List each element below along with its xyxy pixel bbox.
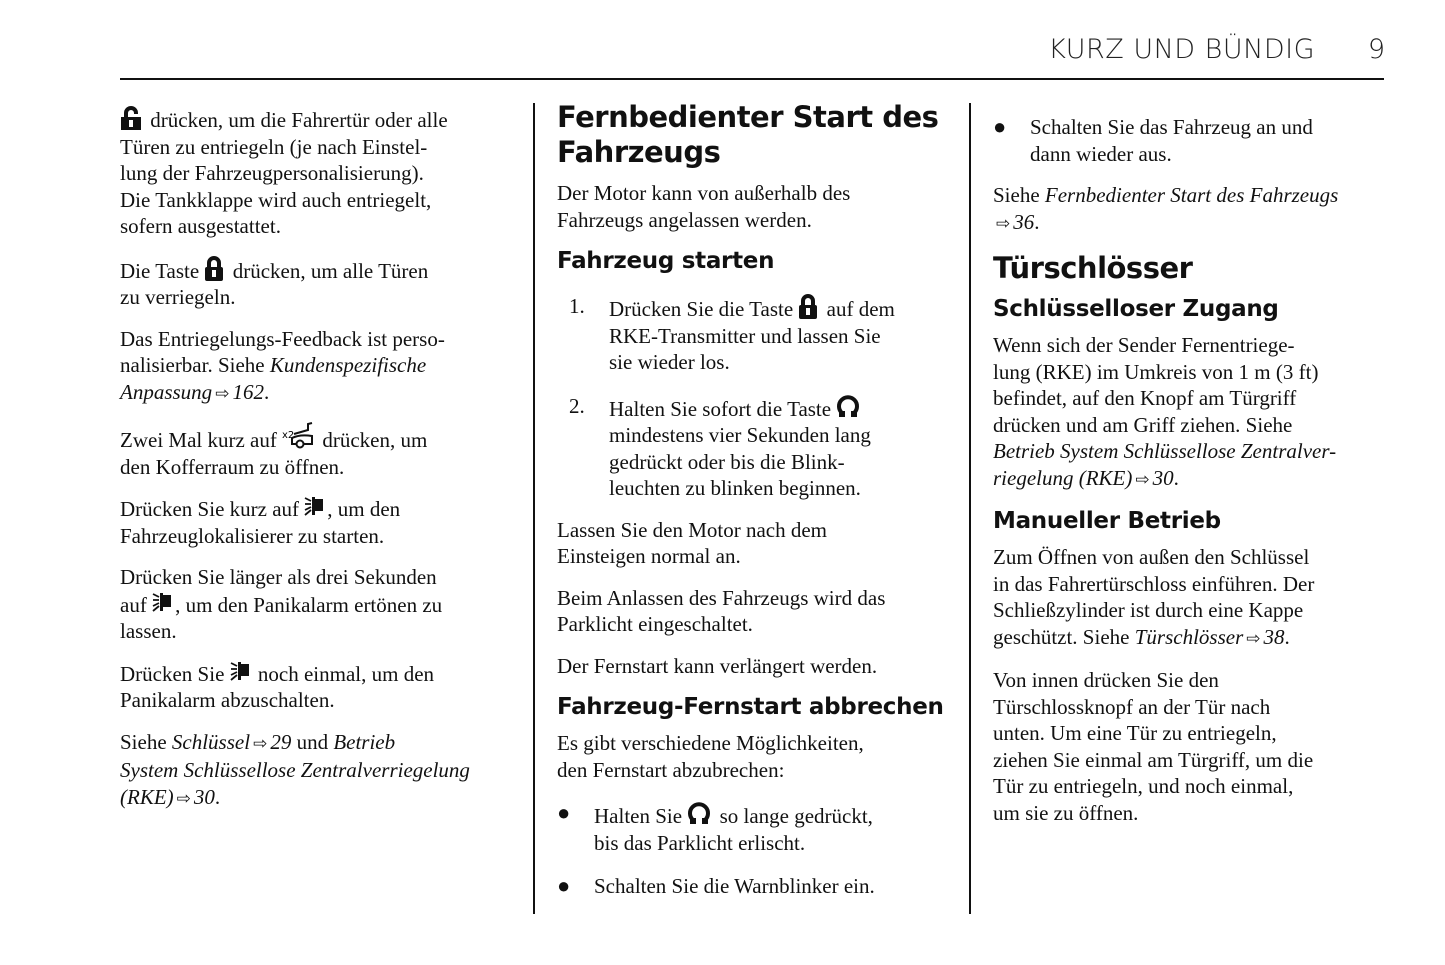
- cross-reference-text[interactable]: (RKE): [120, 784, 174, 809]
- text-line: Lassen Sie den Motor nach dem: [557, 517, 828, 542]
- paragraph: [120, 495, 520, 549]
- list-item: [993, 114, 1393, 167]
- text-line: Fernbedienter Start des: [557, 100, 939, 134]
- lock-icon: [204, 255, 224, 281]
- paragraph: [120, 255, 520, 311]
- list-item: [557, 393, 957, 502]
- text-line: Schlüsselloser Zugang: [993, 296, 1279, 322]
- paragraph: [120, 729, 520, 813]
- panic-alarm-icon: [230, 660, 250, 684]
- cross-reference-text[interactable]: riegelung (RKE): [993, 465, 1133, 490]
- text-line: RKE-Transmitter und lassen Sie: [609, 323, 881, 348]
- text-line: Die Taste drücken, um alle Türen: [120, 255, 520, 285]
- text-line: drücken und am Griff ziehen. Siehe: [993, 412, 1293, 437]
- text-line: Beim Anlassen des Fahrzeugs wird das: [557, 585, 886, 610]
- column-3: [993, 97, 1393, 826]
- text-line: Fahrzeug starten: [557, 248, 775, 274]
- panic-alarm-icon: [304, 495, 324, 519]
- text-line: riegelung (RKE) ⇨ 30.: [993, 465, 1179, 490]
- paragraph: [993, 544, 1393, 652]
- text-line: leuchten zu blinken beginnen.: [609, 476, 861, 500]
- text-line: bis das Parklicht erlischt.: [594, 830, 806, 855]
- remote-start-icon: [836, 393, 860, 419]
- page-ref-arrow-icon: ⇨: [253, 733, 268, 754]
- text-line: Fahrzeugs angelassen werden.: [557, 207, 812, 232]
- page-ref-arrow-icon: ⇨: [215, 383, 230, 404]
- text-line: dann wieder aus.: [1030, 141, 1172, 166]
- cross-reference-text[interactable]: Betrieb System Schlüssellose Zentralver-: [993, 439, 1337, 463]
- paragraph: [557, 730, 957, 783]
- paragraph: [120, 564, 520, 645]
- list-item: [557, 293, 957, 376]
- text-line: [993, 438, 1393, 465]
- lock-icon: [798, 293, 818, 319]
- cross-reference-text[interactable]: Schlüssel: [171, 729, 251, 754]
- cross-reference-text[interactable]: 29: [270, 729, 292, 754]
- svg-text:x2: x2: [282, 430, 295, 441]
- text-line: ⇨ 36.: [996, 209, 1040, 234]
- text-line: Panikalarm abzuschalten.: [120, 688, 335, 712]
- subsection-heading: [557, 692, 957, 722]
- text-line: Fahrzeugs: [557, 135, 721, 169]
- cross-reference-text[interactable]: 38: [1263, 624, 1285, 649]
- text-line: drücken, um die Fahrertür oder alle: [120, 106, 520, 134]
- text-line: lassen.: [120, 619, 177, 643]
- text-line: Türen zu entriegeln (je nach Einstel-: [120, 134, 428, 159]
- list-item: [557, 800, 957, 856]
- column-1: [120, 100, 520, 812]
- cross-reference-text[interactable]: Türschlösser: [1134, 624, 1244, 649]
- list-number: 2.: [569, 393, 585, 418]
- text-line: Von innen drücken Sie den: [993, 668, 1219, 692]
- page-ref-arrow-icon: ⇨: [176, 788, 191, 809]
- header-rule: [120, 78, 1384, 80]
- text-line: Drücken Sie die Taste auf dem: [609, 293, 957, 323]
- text-line: Drücken Sie kurz auf , um den: [120, 497, 401, 521]
- text-line: Schließzylinder ist durch eine Kappe: [993, 598, 1304, 622]
- text-line: lung der Fahrzeugpersonalisierung).: [120, 161, 424, 185]
- text-line: Fahrzeuglokalisierer zu starten.: [120, 523, 385, 548]
- cross-reference-text[interactable]: System Schlüssellose Zentralverriegelung: [120, 758, 470, 782]
- text-line: zu verriegeln.: [120, 285, 236, 309]
- text-line: Tür zu entriegeln, und noch einmal,: [993, 774, 1294, 798]
- cross-reference-text[interactable]: 36: [1013, 209, 1035, 234]
- text-line: Halten Sie sofort die Taste: [609, 393, 957, 423]
- section-heading: [557, 100, 957, 170]
- text-line: nalisierbar. Siehe Kundenspezifische: [120, 353, 427, 377]
- text-line: Wenn sich der Sender Fernentriege-: [993, 333, 1295, 357]
- text-line: Der Fernstart kann verlängert werden.: [557, 653, 878, 678]
- column-2: [557, 100, 957, 900]
- paragraph: [993, 332, 1393, 493]
- text-line: Parklicht eingeschaltet.: [557, 612, 753, 636]
- text-line: den Kofferraum zu öffnen.: [120, 454, 345, 479]
- paragraph: [120, 326, 520, 408]
- cross-reference-text[interactable]: 30: [1152, 465, 1174, 490]
- bullet-marker: ●: [557, 873, 571, 898]
- text-line: ziehen Sie einmal am Türgriff, um die: [993, 747, 1314, 772]
- text-line: Der Motor kann von außerhalb des: [557, 181, 851, 205]
- subsection-heading: [993, 294, 1393, 324]
- text-line: geschützt. Siehe Türschlösser ⇨ 38.: [993, 624, 1290, 649]
- page-ref-arrow-icon: ⇨: [1135, 469, 1150, 490]
- text-line: Es gibt verschiedene Möglichkeiten,: [557, 731, 864, 755]
- section-title: KURZ UND BÜNDIG: [1048, 34, 1315, 65]
- remote-start-icon: [687, 800, 711, 826]
- text-line: Zwei Mal kurz auf x2 drücken, um: [120, 422, 520, 454]
- text-line: Türschlösser: [993, 251, 1193, 285]
- column-divider: [969, 103, 971, 914]
- text-line: den Fernstart abzubrechen:: [557, 757, 785, 782]
- text-line: Anpassung ⇨ 162.: [120, 379, 270, 404]
- text-line: Schalten Sie das Fahrzeug an und: [1030, 115, 1313, 139]
- text-line: Manueller Betrieb: [993, 508, 1221, 534]
- text-line: Einsteigen normal an.: [557, 544, 741, 568]
- page-ref-arrow-icon: ⇨: [1246, 628, 1261, 649]
- cross-reference-text[interactable]: Anpassung: [120, 379, 213, 404]
- text-line: Die Tankklappe wird auch entriegelt,: [120, 187, 432, 212]
- paragraph: [557, 653, 957, 680]
- text-line: Zum Öffnen von außen den Schlüssel: [993, 545, 1310, 569]
- text-line: Türschlossknopf an der Tür nach: [993, 694, 1271, 719]
- text-line: Das Entriegelungs-Feedback ist perso-: [120, 326, 445, 351]
- text-line: Fahrzeug-Fernstart abbrechen: [557, 694, 944, 720]
- cross-reference-text[interactable]: Kundenspezifische: [269, 353, 427, 377]
- panic-alarm-icon: [152, 591, 172, 615]
- paragraph: [120, 106, 520, 240]
- paragraph: [557, 517, 957, 570]
- cross-reference-text[interactable]: 30: [193, 784, 215, 809]
- text-line: Drücken Sie noch einmal, um den: [120, 661, 435, 686]
- text-line: Siehe Schlüssel ⇨ 29 und Betrieb: [120, 729, 396, 754]
- subsection-heading: [557, 246, 957, 276]
- paragraph: [120, 660, 520, 714]
- text-line: auf , um den Panikalarm ertönen zu: [120, 592, 443, 617]
- column-divider: [533, 103, 535, 914]
- paragraph: [557, 180, 957, 233]
- page-ref-arrow-icon: ⇨: [996, 213, 1011, 234]
- section-heading: [993, 251, 1393, 286]
- text-line: in das Fahrertürschloss einführen. Der: [993, 571, 1315, 596]
- paragraph: [993, 667, 1393, 826]
- text-line: unten. Um eine Tür zu entriegeln,: [993, 721, 1277, 745]
- list-number: 1.: [569, 294, 585, 318]
- unlock-icon: [120, 106, 142, 130]
- text-line: lung (RKE) im Umkreis von 1 m (3 ft): [993, 359, 1319, 384]
- text-line: [120, 757, 520, 784]
- paragraph: [993, 182, 1393, 237]
- trunk-x2-icon: [282, 422, 314, 450]
- page-number: 9: [1367, 34, 1385, 65]
- cross-reference-text[interactable]: 162: [232, 379, 264, 404]
- text-line: Schalten Sie die Warnblinker ein.: [594, 874, 875, 898]
- text-line: befindet, auf den Knopf am Türgriff: [993, 386, 1297, 410]
- paragraph: [120, 422, 520, 480]
- subsection-heading: [993, 506, 1393, 536]
- text-line: Drücken Sie länger als drei Sekunden: [120, 565, 437, 589]
- paragraph: [557, 585, 957, 638]
- text-line: sofern ausgestattet.: [120, 214, 281, 238]
- text-line: Siehe Fernbedienter Start des Fahrzeugs: [993, 183, 1339, 207]
- bullet-marker: ●: [993, 114, 1007, 139]
- text-line: (RKE) ⇨ 30.: [120, 784, 221, 809]
- cross-reference-text[interactable]: Betrieb: [333, 729, 396, 754]
- text-line: sie wieder los.: [609, 350, 730, 374]
- text-line: um sie zu öffnen.: [993, 800, 1139, 825]
- bullet-marker: ●: [557, 800, 571, 825]
- text-line: Halten Sie so lange gedrückt,: [594, 800, 957, 830]
- cross-reference-text[interactable]: Fernbedienter Start des Fahrzeugs: [1044, 183, 1339, 207]
- text-line: gedrückt oder bis die Blink-: [609, 449, 845, 474]
- list-item: [557, 873, 957, 900]
- text-line: mindestens vier Sekunden lang: [609, 423, 871, 447]
